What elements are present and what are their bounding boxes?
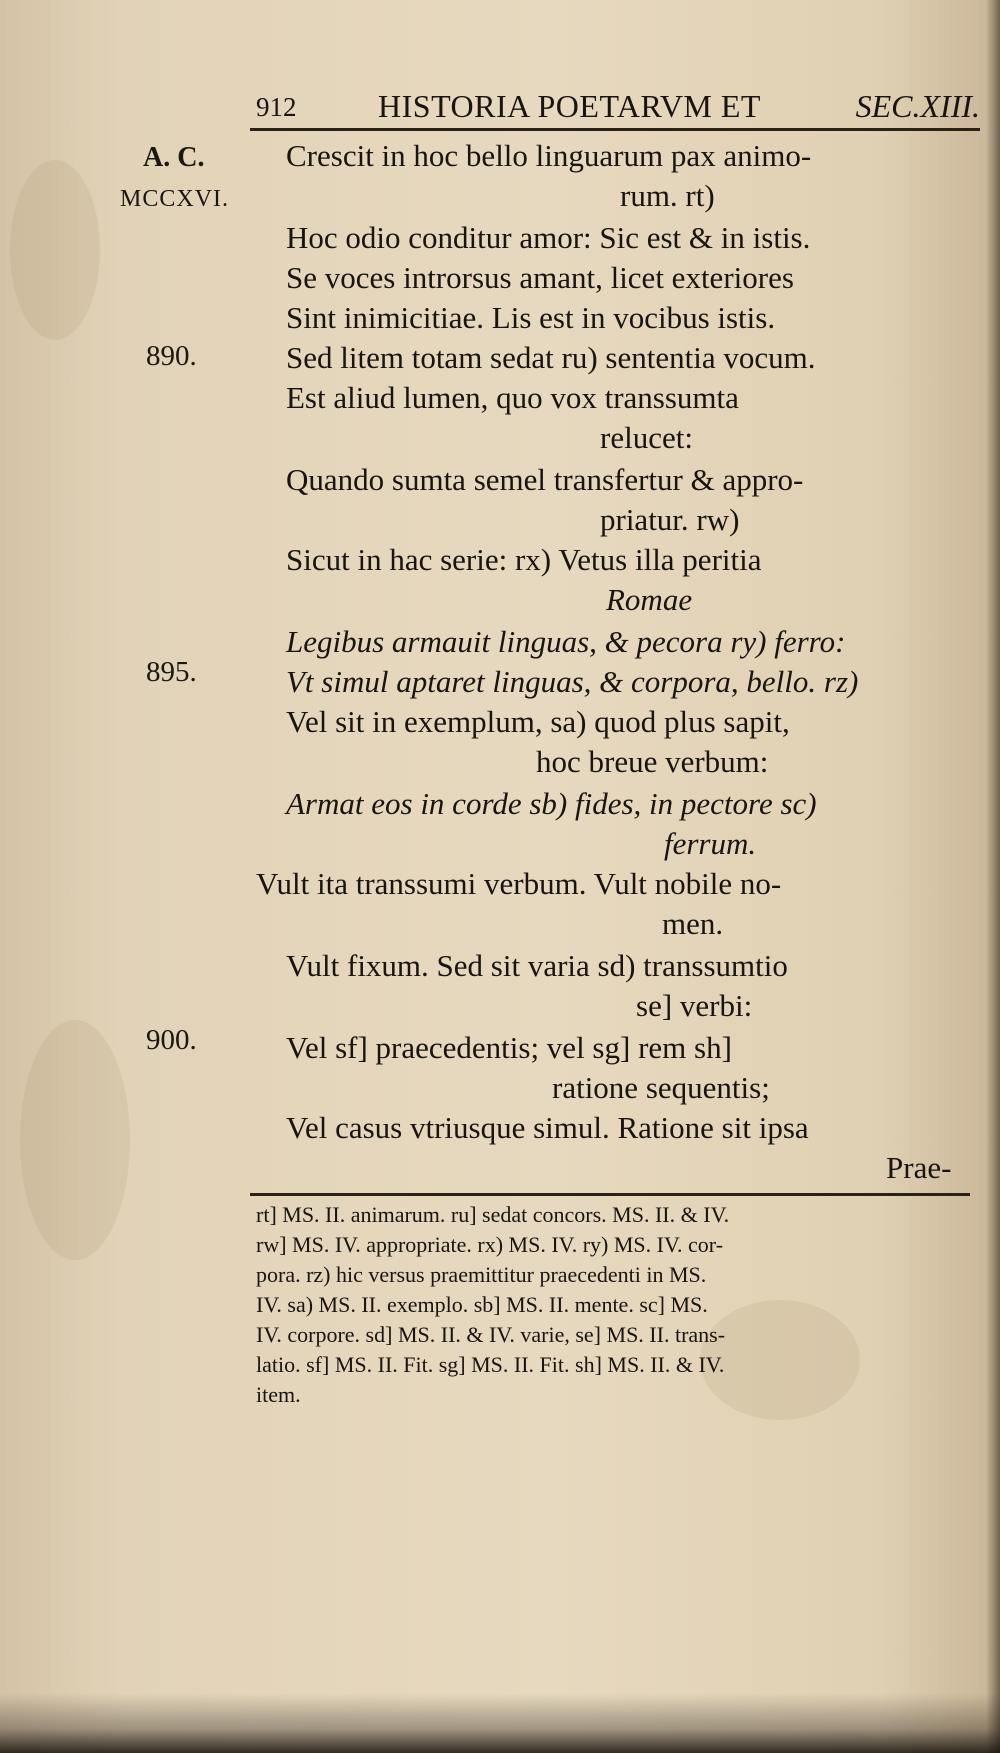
verse-line: Quando sumta semel transfertur & appro- <box>286 462 804 497</box>
footnote-line: pora. rz) hic versus praemittitur praecedenti in MS. <box>256 1262 707 1287</box>
verse-line: Prae- <box>886 1150 952 1185</box>
verse-line: Sed litem totam sedat ru) sententia vocum. <box>286 340 816 375</box>
margin-line-number: 900. <box>146 1024 197 1056</box>
footnote-line: rw] MS. IV. appropriate. rx) MS. IV. ry) MS. IV. cor- <box>256 1232 724 1257</box>
verse-line: relucet: <box>600 420 693 455</box>
footnote-line: IV. corpore. sd] MS. II. & IV. varie, se] MS. II. trans- <box>256 1322 726 1347</box>
verse-line: se] verbi: <box>636 988 753 1023</box>
section-reference: SEC.XIII. <box>855 88 980 124</box>
paper-stain <box>20 1020 130 1260</box>
margin-year-roman: MCCXVI. <box>120 186 230 212</box>
footnote-line: item. <box>256 1382 301 1407</box>
verse-line: Vult fixum. Sed sit varia sd) transsumtio <box>286 948 788 983</box>
footnote-rule <box>250 1193 970 1196</box>
verse-line: rum. rt) <box>620 178 715 213</box>
verse-line: Vel sf] praecedentis; vel sg] rem sh] <box>286 1030 732 1065</box>
verse-line: Armat eos in corde sb) fides, in pectore sc) <box>286 786 817 821</box>
footnote-line: rt] MS. II. animarum. ru] sedat concors. MS. II. & IV. <box>256 1202 730 1227</box>
running-header <box>250 84 980 124</box>
verse-line: Vel casus vtriusque simul. Ratione sit ipsa <box>286 1110 809 1145</box>
verse-line: ratione sequentis; <box>552 1070 770 1105</box>
footnote-line: IV. sa) MS. II. exemplo. sb] MS. II. mente. sc] MS. <box>256 1292 708 1317</box>
margin-line-number: 890. <box>146 340 197 372</box>
verse-line: priatur. rw) <box>600 502 740 537</box>
verse-line: Vel sit in exemplum, sa) quod plus sapit, <box>286 704 790 739</box>
paper-stain <box>10 160 100 340</box>
verse-line: Romae <box>606 582 693 617</box>
margin-year-ac: A. C. <box>143 142 205 173</box>
verse-line: Legibus armauit linguas, & pecora ry) ferro: <box>286 624 846 659</box>
footnote-line: latio. sf] MS. II. Fit. sg] MS. II. Fit. sh] MS. II. & IV. <box>256 1352 725 1377</box>
verse-line: Vult ita transsumi verbum. Vult nobile no- <box>256 866 782 901</box>
page-bottom-shadow <box>0 1693 1000 1753</box>
verse-line: Crescit in hoc bello linguarum pax animo- <box>286 138 812 173</box>
page-edge-shadow <box>986 0 1000 1753</box>
page-number: 912 <box>256 92 297 122</box>
verse-line: ferrum. <box>664 826 757 861</box>
verse-line: men. <box>662 906 724 941</box>
verse-line: Sint inimicitiae. Lis est in vocibus istis. <box>286 300 776 335</box>
header-rule <box>250 128 980 131</box>
verse-line: Vt simul aptaret linguas, & corpora, bello. rz) <box>286 664 859 699</box>
verse-line: Hoc odio conditur amor: Sic est & in istis. <box>286 220 811 255</box>
margin-line-number: 895. <box>146 656 197 688</box>
verse-line: Est aliud lumen, quo vox transsumta <box>286 380 739 415</box>
verse-line: Se voces introrsus amant, licet exteriores <box>286 260 794 295</box>
verse-line: hoc breue verbum: <box>536 744 769 779</box>
running-title: HISTORIA POETARVM ET <box>378 88 761 124</box>
verse-line: Sicut in hac serie: rx) Vetus illa peritia <box>286 542 762 577</box>
